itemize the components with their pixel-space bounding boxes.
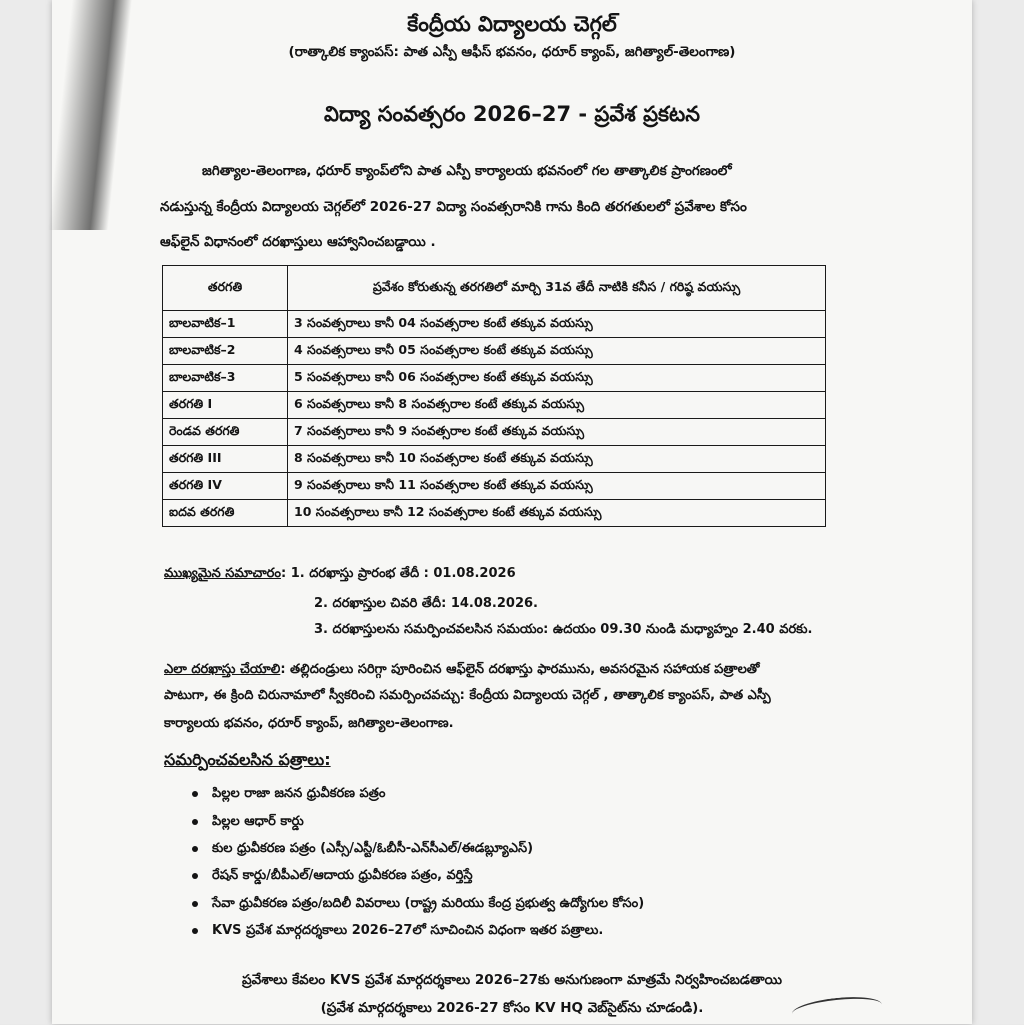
list-item (192, 923, 603, 941)
how-to-apply-row (164, 662, 759, 680)
list-item (192, 868, 473, 886)
class-cell: తరగతి IV (163, 473, 288, 500)
age-cell: 8 సంవత్సరాలు కానీ 10 సంవత్సరాల కంటే తక్కువ వయస్సు (288, 446, 826, 473)
age-cell: 10 సంవత్సరాలు కానీ 12 సంవత్సరాల కంటే తక్కువ వయస్సు (288, 500, 826, 527)
important-item-2: 2. దరఖాస్తుల చివరి తేదీ: 14.08.2026. (314, 596, 538, 611)
list-item (192, 896, 644, 914)
table-row (163, 311, 826, 338)
intro-line-3: ఆఫ్‌లైన్ విధానంలో దరఖాస్తులు ఆహ్వానించబడ్డాయి . (160, 234, 436, 250)
age-cell: 7 సంవత్సరాలు కానీ 9 సంవత్సరాల కంటే తక్కువ వయస్సు (288, 419, 826, 446)
bullet-icon (192, 901, 198, 907)
document-item: పిల్లల ఆధార్ కార్డు (212, 814, 304, 829)
bullet-icon (192, 846, 198, 852)
class-cell: ఐదవ తరగతి (163, 500, 288, 527)
bullet-icon (192, 873, 198, 879)
list-item (192, 786, 385, 804)
age-cell: 3 సంవత్సరాలు కానీ 04 సంవత్సరాల కంటే తక్కువ వయస్సు (288, 311, 826, 338)
how-to-apply-line-2: పాటుగా, ఈ క్రింది చిరునామాలో స్వీకరించి సమర్పించవచ్చు: కేంద్రీయ విద్యాలయ చెగ్గల్ , తాత్కాలిక క్యాంపస్, పాత ఎస్పీ (164, 688, 771, 703)
document-item: సేవా ధ్రువీకరణ పత్రం/బదిలీ వివరాలు (రాష్ట్ర మరియు కేంద్ర ప్రభుత్వ ఉద్యోగుల కోసం) (212, 896, 645, 911)
intro-line-1: జగిత్యాల-తెలంగాణ, ధరూర్ క్యాంప్‌లోని పాత ఎస్పీ కార్యాలయ భవనంలో గల తాత్కాలిక ప్రాంగణంలో (202, 163, 732, 179)
document-item: రేషన్ కార్డు/బీపీఎల్/ఆదాయ ధ్రువీకరణ పత్రం, వర్తిస్తే (212, 868, 473, 883)
important-item-1: : 1. దరఖాస్తు ప్రారంభ తేదీ : 01.08.2026 (280, 566, 516, 581)
class-cell: రెండవ తరగతి (163, 419, 288, 446)
table-header-row (163, 266, 826, 311)
footer-line-2: (ప్రవేశ మార్గదర్శకాలు 2026-27 కోసం KV HQ వెబ్‌సైట్‌ను చూడండి). (320, 1000, 704, 1016)
list-item (192, 814, 304, 832)
how-to-apply-line-3: కార్యాలయ భవనం, ధరూర్ క్యాంప్, జగిత్యాల-తెలంగాణ. (164, 716, 454, 731)
document-item: కుల ధ్రువీకరణ పత్రం (ఎస్సీ/ఎస్టీ/ఓబీసీ-ఎన్‌సీఎల్/ఈడబ్ల్యూఎస్) (212, 841, 534, 856)
notice-heading: విద్యా సంవత్సరం 2026–27 - ప్రవేశ ప్రకటన (324, 102, 700, 126)
admission-age-table (162, 265, 826, 527)
class-cell: బాలవాటిక–2 (163, 338, 288, 365)
footer-line-1: ప్రవేశాలు కేవలం KVS ప్రవేశ మార్గదర్శకాలు 2026–27కు అనుగుణంగా మాత్రమే నిర్వహించబడతాయి (242, 972, 782, 988)
table-row (163, 419, 826, 446)
age-cell: 5 సంవత్సరాలు కానీ 06 సంవత్సరాల కంటే తక్కువ వయస్సు (288, 365, 826, 392)
class-cell: తరగతి III (163, 446, 288, 473)
class-cell: బాలవాటిక–3 (163, 365, 288, 392)
table-row (163, 500, 826, 527)
age-cell: 9 సంవత్సరాలు కానీ 11 సంవత్సరాల కంటే తక్కువ వయస్సు (288, 473, 826, 500)
documents-heading: సమర్పించవలసిన పత్రాలు: (164, 750, 331, 769)
class-cell: బాలవాటిక–1 (163, 311, 288, 338)
table-row (163, 365, 826, 392)
document-item: పిల్లల రాజా జనన ధ్రువీకరణ పత్రం (212, 786, 386, 801)
bullet-icon (192, 791, 198, 797)
signature-mark (791, 993, 883, 1024)
notice-page (52, 0, 972, 1024)
important-item-3: 3. దరఖాస్తులను సమర్పించవలసిన సమయం: ఉదయం 09.30 నుండి మధ్యాహ్నం 2.40 వరకు. (314, 622, 813, 637)
table-row (163, 446, 826, 473)
list-item (192, 841, 533, 859)
table-row (163, 473, 826, 500)
class-cell: తరగతి I (163, 392, 288, 419)
school-address: (రాత్కాలిక క్యాంపస్: పాత ఎస్పీ ఆఫీస్ భవనం, ధరూర్ క్యాంప్, జగిత్యాల్-తెలంగాణ) (288, 44, 736, 60)
intro-line-2: నడుస్తున్న కేంద్రీయ విద్యాలయ చెగ్గల్‌లో 2026-27 విద్యా సంవత్సరానికి గాను కింది తరగతులలో ప్రవేశాల కోసం (160, 199, 747, 215)
bullet-icon (192, 928, 198, 934)
how-to-apply-label: ఎలా దరఖాస్తు చేయాలి (164, 662, 281, 677)
table-row (163, 392, 826, 419)
school-title: కేంద్రీయ విద్యాలయ చెగ్గల్ (407, 12, 617, 36)
column-header-class: తరగతి (163, 266, 288, 311)
bullet-icon (192, 819, 198, 825)
column-header-age: ప్రవేశం కోరుతున్న తరగతిలో మార్చి 31వ తేదీ నాటికి కనీస / గరిష్ఠ వయస్సు (288, 266, 826, 311)
table-row (163, 338, 826, 365)
document-item: KVS ప్రవేశ మార్గదర్శకాలు 2026–27లో సూచించిన విధంగా ఇతర పత్రాలు. (212, 923, 604, 938)
age-cell: 4 సంవత్సరాలు కానీ 05 సంవత్సరాల కంటే తక్కువ వయస్సు (288, 338, 826, 365)
how-to-apply-line-1: : తల్లిదండ్రులు సరిగ్గా పూరించిన ఆఫ్‌లైన్ దరఖాస్తు ఫారమును, అవసరమైన సహాయక పత్రాలతో (280, 662, 760, 677)
important-info-label: ముఖ్యమైన సమాచారం (164, 566, 281, 581)
important-info-row (164, 566, 516, 584)
age-cell: 6 సంవత్సరాలు కానీ 8 సంవత్సరాల కంటే తక్కువ వయస్సు (288, 392, 826, 419)
